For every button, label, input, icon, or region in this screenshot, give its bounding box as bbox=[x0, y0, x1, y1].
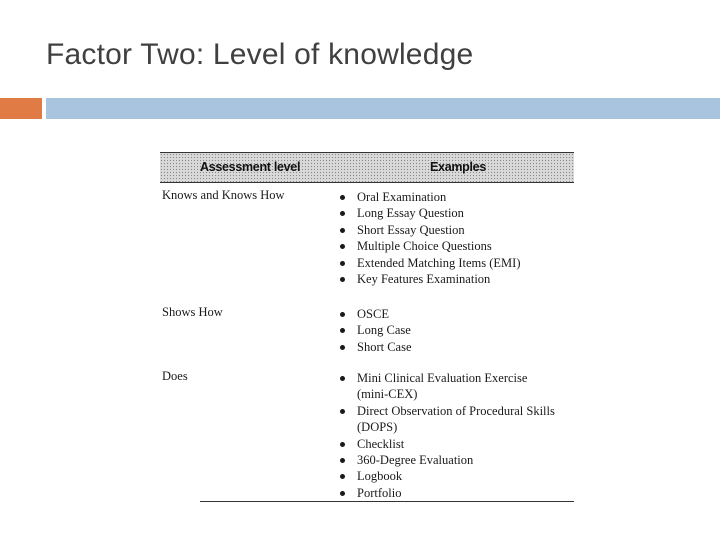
example-text: Checklist bbox=[357, 436, 405, 451]
example-text: Mini Clinical Evaluation Exercise bbox=[357, 371, 528, 385]
list-item bbox=[338, 306, 412, 322]
list-item bbox=[338, 222, 521, 238]
title-accent-bar bbox=[0, 98, 42, 119]
bullet-icon bbox=[340, 312, 345, 317]
example-text: Long Essay Question bbox=[357, 206, 464, 221]
bullet-icon bbox=[340, 228, 345, 233]
list-item bbox=[338, 452, 555, 468]
bullet-icon bbox=[340, 442, 345, 447]
bullet-icon bbox=[340, 491, 345, 496]
example-text: Short Case bbox=[357, 339, 412, 354]
bullet-icon bbox=[340, 409, 345, 414]
examples-list bbox=[338, 370, 555, 501]
title-rule-bar bbox=[46, 98, 720, 119]
list-item bbox=[338, 322, 412, 338]
example-text-continued: (DOPS) bbox=[357, 420, 398, 435]
level-label: Does bbox=[162, 369, 188, 383]
example-text-continued: (mini-CEX) bbox=[357, 387, 418, 402]
bullet-icon bbox=[340, 211, 345, 216]
bullet-icon bbox=[340, 195, 345, 200]
bullet-icon bbox=[340, 261, 345, 266]
example-text: Oral Examination bbox=[357, 190, 447, 204]
list-item bbox=[338, 339, 412, 355]
list-item bbox=[338, 271, 521, 287]
examples-list bbox=[338, 189, 521, 287]
bullet-icon bbox=[340, 376, 345, 381]
list-item bbox=[338, 255, 521, 271]
bullet-icon bbox=[340, 277, 345, 282]
level-label: Shows How bbox=[162, 305, 223, 319]
bullet-icon bbox=[340, 345, 345, 350]
list-item bbox=[338, 238, 521, 254]
list-item bbox=[338, 468, 555, 484]
header-examples: Examples bbox=[430, 160, 486, 174]
list-item bbox=[338, 485, 555, 501]
table-header bbox=[160, 152, 574, 183]
bullet-icon bbox=[340, 474, 345, 479]
list-item bbox=[338, 403, 555, 436]
list-item bbox=[338, 189, 521, 205]
example-text: Long Case bbox=[357, 323, 411, 338]
example-text: Logbook bbox=[357, 469, 403, 484]
example-text: Extended Matching Items (EMI) bbox=[357, 255, 521, 270]
example-text: 360-Degree Evaluation bbox=[357, 453, 474, 468]
example-text: Short Essay Question bbox=[357, 222, 465, 237]
example-text: OSCE bbox=[357, 307, 389, 321]
example-text: Portfolio bbox=[357, 485, 402, 500]
list-item bbox=[338, 205, 521, 221]
example-text: Multiple Choice Questions bbox=[357, 239, 492, 254]
list-item bbox=[338, 436, 555, 452]
example-text: Direct Observation of Procedural Skills bbox=[357, 403, 555, 418]
list-item bbox=[338, 370, 555, 403]
assessment-table bbox=[160, 152, 574, 504]
examples-list bbox=[338, 306, 412, 355]
bullet-icon bbox=[340, 244, 345, 249]
header-assessment-level: Assessment level bbox=[200, 160, 301, 174]
level-label: Knows and Knows How bbox=[162, 188, 285, 202]
slide-title: Factor Two: Level of knowledge bbox=[46, 38, 474, 71]
example-text: Key Features Examination bbox=[357, 272, 491, 287]
bullet-icon bbox=[340, 328, 345, 333]
bullet-icon bbox=[340, 458, 345, 463]
table-bottom-rule bbox=[200, 501, 574, 502]
